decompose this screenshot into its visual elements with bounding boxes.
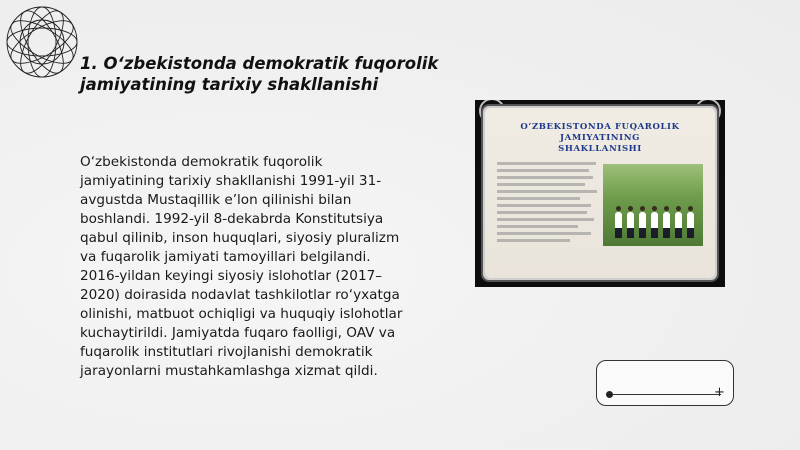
ornament-rosette-icon <box>4 4 80 80</box>
slide-frame <box>485 108 715 278</box>
page-title <box>80 53 460 95</box>
slide-heading-line-2: JAMIYATINING <box>560 133 640 143</box>
group-photo <box>603 164 703 246</box>
timeline-dot-icon <box>606 391 613 398</box>
title-line-2: jamiyatining tarixiy shakllanishi <box>80 75 379 94</box>
body-paragraph: O‘zbekistonda demokratik fuqorolik jamiyatining tarixiy shakllanishi 1991-yil 31-avgustda Mustaqillik e’lon qilinishi bilan boshlandi. 1992-yil 8-dekabrda Konstitutsiya qabul qilinib, inson huquqlari, siyosiy pluralizm va fuqarolik jamiyati tamoyillari belgilandi. 2016-yildan keyingi siyosiy islohotlar (2017–2020) doirasida nodavlat tashkilotlar ro‘yxatga olinishi, matbuot ochiqligi va huquqiy islohotlar kuchaytirildi. Jamiyatda fuqaro faolligi, OAV va fuqarolik institutlari rivojlanishi demokratik jarayonlarni mustahkamlashga xizmat qildi. <box>80 154 403 379</box>
timeline-widget <box>596 360 734 406</box>
timeline-line <box>609 394 721 395</box>
slide-heading-line-3: SHAKLLANISHI <box>558 144 642 154</box>
slide-heading-line-1: O‘ZBEKISTONDA FUQAROLIK <box>520 122 680 132</box>
slide-heading <box>495 122 705 155</box>
title-line-1: 1. O‘zbekistonda demokratik fuqorolik <box>80 54 439 73</box>
plus-icon: + <box>714 385 725 400</box>
slide-text-block <box>497 162 601 246</box>
slide-image <box>475 100 725 287</box>
